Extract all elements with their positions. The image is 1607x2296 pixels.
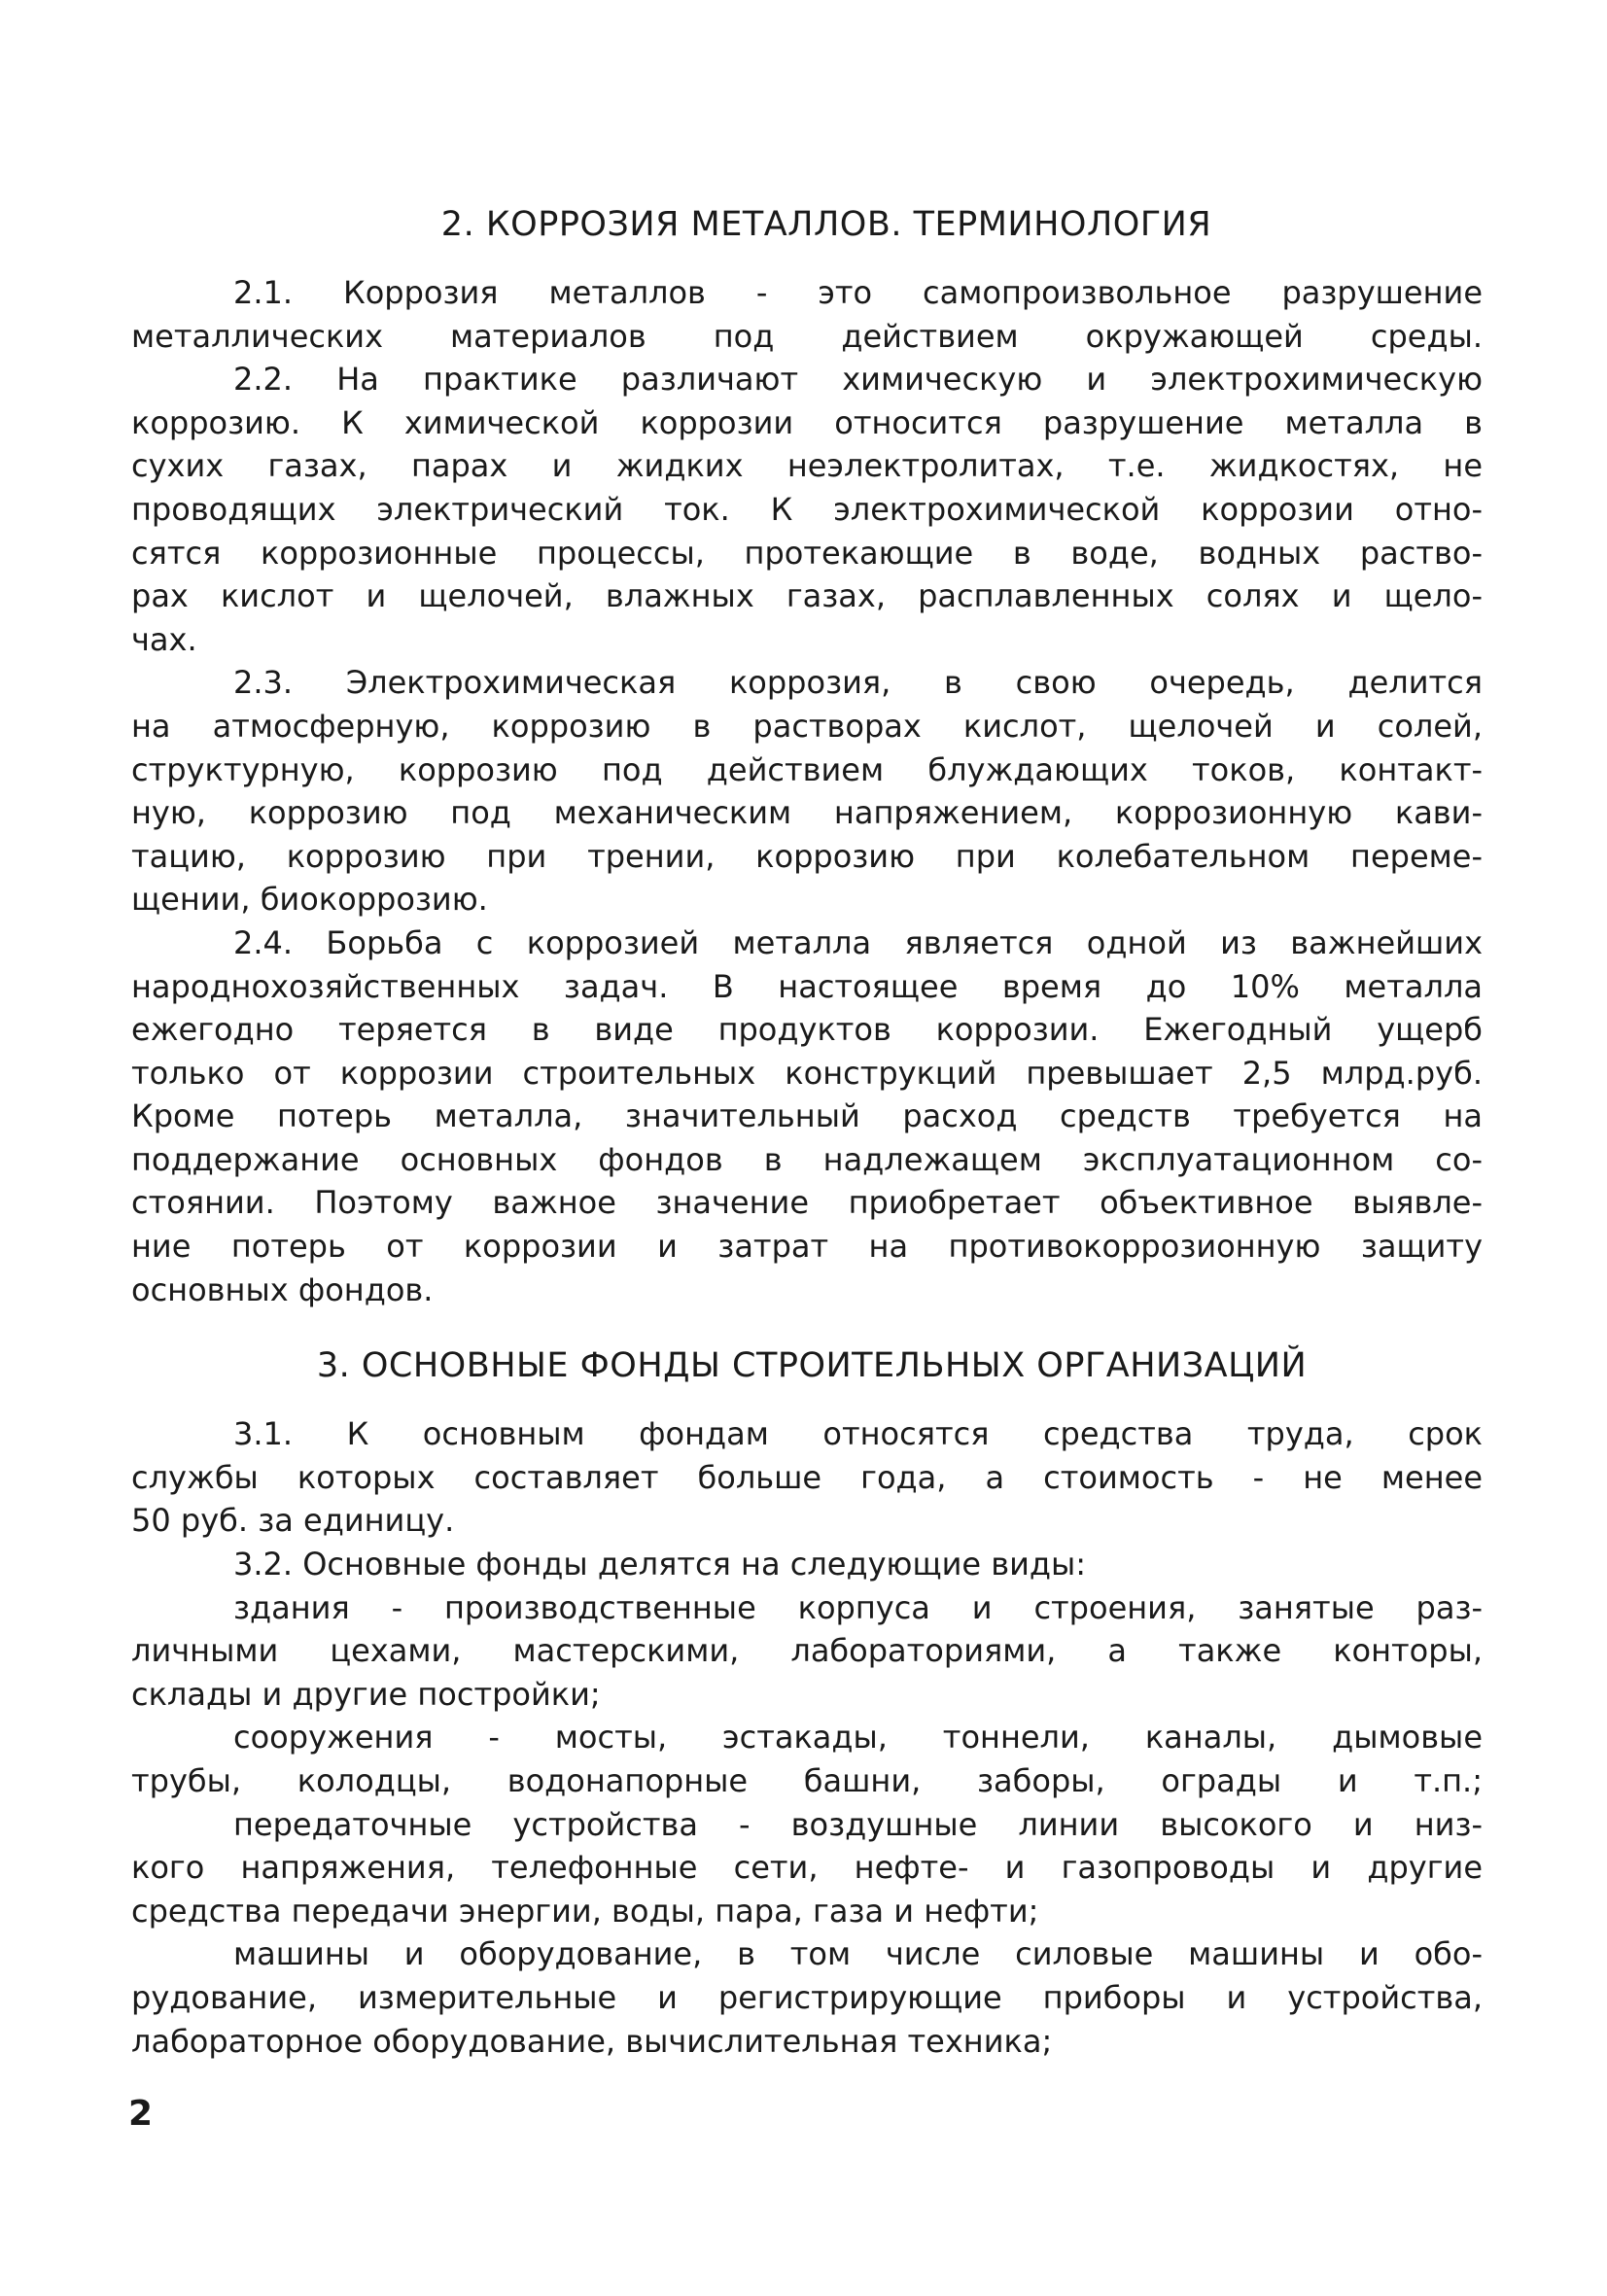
text-line: 2.1. Коррозия металлов - это самопроизвольное разрушение: [233, 274, 1483, 311]
text-line: поддержание основных фондов в надлежащем эксплуатационном со-: [131, 1140, 1483, 1178]
text-line: 3.1. К основным фондам относятся средства труда, срок: [233, 1415, 1483, 1453]
text-line: тацию, коррозию при трении, коррозию при колебательном переме-: [131, 837, 1483, 875]
text-line: ежегодно теряется в виде продуктов коррозии. Ежегодный ущерб: [131, 1011, 1483, 1049]
text-line: 2.4. Борьба с коррозией металла является одной из важнейших: [233, 923, 1483, 961]
section-3-body: [131, 1412, 1483, 2063]
text-line: щении, биокоррозию.: [131, 881, 488, 919]
page-number: 2: [128, 2094, 154, 2134]
text-line: машины и оборудование, в том числе силовые машины и обо-: [233, 1935, 1483, 1973]
text-line: трубы, колодцы, водонапорные башни, заборы, ограды и т.п.;: [131, 1762, 1483, 1799]
text-line: здания - производственные корпуса и строения, занятые раз-: [233, 1588, 1483, 1626]
text-line: основных фондов.: [131, 1270, 434, 1308]
section-2-heading: 2. КОРРОЗИЯ МЕТАЛЛОВ. ТЕРМИНОЛОГИЯ: [440, 205, 1212, 244]
text-line: сухих газах, парах и жидких неэлектролитах, т.е. жидкостях, не: [131, 447, 1483, 485]
section-3-heading: 3. ОСНОВНЫЕ ФОНДЫ СТРОИТЕЛЬНЫХ ОРГАНИЗАЦИЙ: [316, 1346, 1308, 1386]
text-line: склады и другие постройки;: [131, 1675, 601, 1713]
text-line: средства передачи энергии, воды, пара, газа и нефти;: [131, 1892, 1039, 1930]
text-line: на атмосферную, коррозию в растворах кислот, щелочей и солей,: [131, 707, 1483, 745]
page-content: [131, 199, 1483, 2063]
text-line: ную, коррозию под механическим напряжением, коррозионную кави-: [131, 794, 1483, 832]
text-line: чах.: [131, 620, 197, 658]
text-line: стоянии. Поэтому важное значение приобретает объективное выявле-: [131, 1184, 1483, 1222]
text-line: ние потерь от коррозии и затрат на противокоррозионную защиту: [131, 1228, 1483, 1266]
text-line: народнохозяйственных задач. В настоящее время до 10% металла: [131, 967, 1483, 1005]
text-line: коррозию. К химической коррозии относится разрушение металла в: [131, 403, 1483, 441]
section-2-body: [131, 271, 1483, 1311]
text-line: 50 руб. за единицу.: [131, 1502, 455, 1540]
text-line: передаточные устройства - воздушные линии высокого и низ-: [233, 1805, 1483, 1843]
text-line: рах кислот и щелочей, влажных газах, расплавленных солях и щело-: [131, 577, 1483, 615]
text-line: сятся коррозионные процессы, протекающие в воде, водных раство-: [131, 534, 1483, 572]
text-line: лабораторное оборудование, вычислительная техника;: [131, 2022, 1053, 2060]
text-line: рудование, измерительные и регистрирующие приборы и устройства,: [131, 1978, 1483, 2016]
text-line: Кроме потерь металла, значительный расход средств требуется на: [131, 1097, 1483, 1135]
text-line: службы которых составляет больше года, а стоимость - не менее: [131, 1458, 1483, 1496]
text-line: личными цехами, мастерскими, лабораториями, а также конторы,: [131, 1632, 1483, 1670]
text-line: 2.3. Электрохимическая коррозия, в свою очередь, делится: [233, 664, 1483, 702]
text-line: металлических материалов под действием окружающей среды.: [131, 317, 1483, 355]
text-line: только от коррозии строительных конструкций превышает 2,5 млрд.руб.: [131, 1054, 1483, 1092]
text-line: 3.2. Основные фонды делятся на следующие виды:: [233, 1546, 1087, 1583]
text-line: проводящих электрический ток. К электрохимической коррозии отно-: [131, 490, 1483, 528]
text-line: сооружения - мосты, эстакады, тоннели, каналы, дымовые: [233, 1719, 1483, 1757]
text-line: структурную, коррозию под действием блуждающих токов, контакт-: [131, 750, 1483, 788]
text-line: 2.2. На практике различают химическую и электрохимическую: [233, 361, 1483, 399]
text-line: кого напряжения, телефонные сети, нефте- и газопроводы и другие: [131, 1849, 1483, 1887]
